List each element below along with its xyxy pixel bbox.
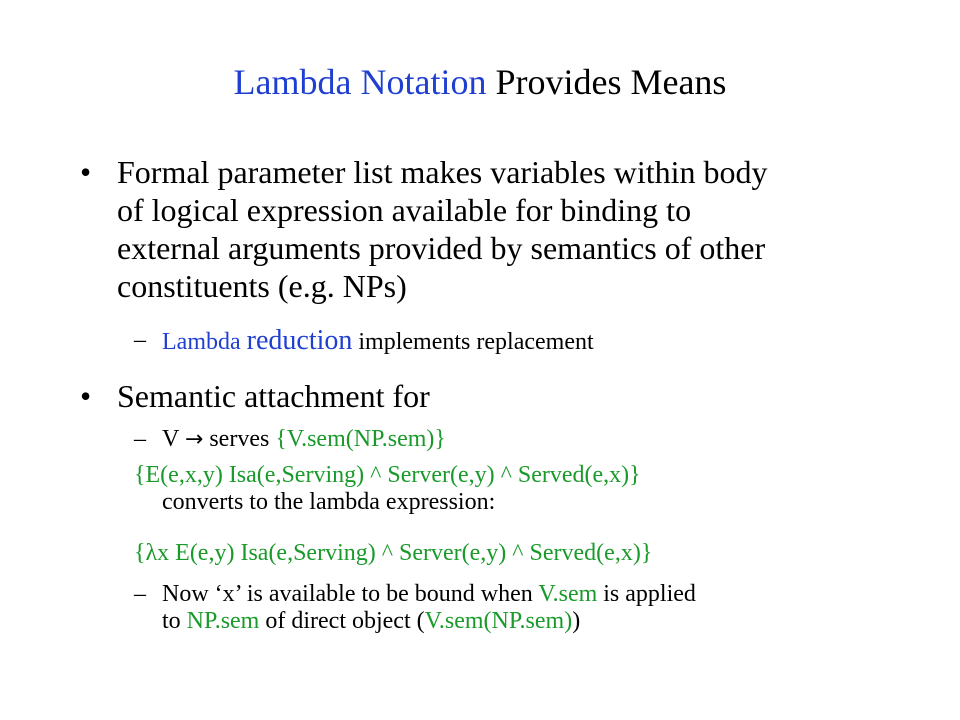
v-label: V [162, 426, 185, 452]
bullet-formal-parameter [80, 153, 768, 305]
sub-bullet-lambda-reduction [134, 327, 594, 356]
bullet-line: Semantic attachment for [117, 378, 430, 414]
lambda-formula: {λx E(e,y) Isa(e,Serving) ^ Server(e,y) ^ Served(e,x)} [134, 540, 653, 566]
dash-marker: – [134, 426, 146, 452]
dash-marker: – [134, 327, 146, 353]
to-text: to [162, 608, 187, 634]
slide-title [0, 60, 960, 104]
lambda-word: Lambda [162, 329, 247, 355]
bullet-semantic-attachment [80, 377, 430, 415]
now-text: Now ‘x’ is available to be bound when [162, 581, 539, 607]
sub-bullet-text [162, 608, 696, 635]
expression-lambda [134, 540, 652, 567]
vsem-expression: {V.sem(NP.sem)} [275, 426, 446, 452]
sub-bullet-now-x [134, 581, 696, 635]
sub-bullet-text [162, 327, 594, 356]
implements-text: implements replacement [352, 329, 594, 355]
applied-text: is applied [597, 581, 696, 607]
serves-label: serves [203, 426, 276, 452]
reduction-word: reduction [246, 325, 353, 356]
bullet-marker: • [80, 154, 92, 190]
bullet-marker: • [80, 378, 92, 414]
sub-bullet-text [162, 581, 696, 608]
bullet-line: constituents (e.g. NPs) [117, 268, 407, 304]
npsem-ref: NP.sem [186, 608, 260, 634]
vsem-npsem-ref: V.sem(NP.sem) [424, 608, 573, 634]
title-rest: Provides Means [486, 62, 727, 102]
bullet-line: Formal parameter list makes variables within body [117, 154, 768, 190]
right-arrow-icon: → [184, 427, 204, 452]
close-paren: ) [572, 608, 581, 634]
expression-existential [134, 462, 641, 516]
bullet-line: of logical expression available for binding to [117, 192, 692, 228]
converts-text: converts to the lambda expression: [162, 489, 496, 515]
direct-object-text: of direct object ( [259, 608, 425, 634]
existential-formula: {E(e,x,y) Isa(e,Serving) ^ Server(e,y) ^ Served(e,x)} [134, 462, 641, 488]
sub-bullet-v-serves [134, 426, 446, 453]
title-highlight: Lambda Notation [233, 62, 487, 102]
dash-marker: – [134, 581, 146, 607]
sub-bullet-text [162, 426, 446, 453]
vsem-ref: V.sem [538, 581, 598, 607]
bullet-line: external arguments provided by semantics of other [117, 230, 766, 266]
